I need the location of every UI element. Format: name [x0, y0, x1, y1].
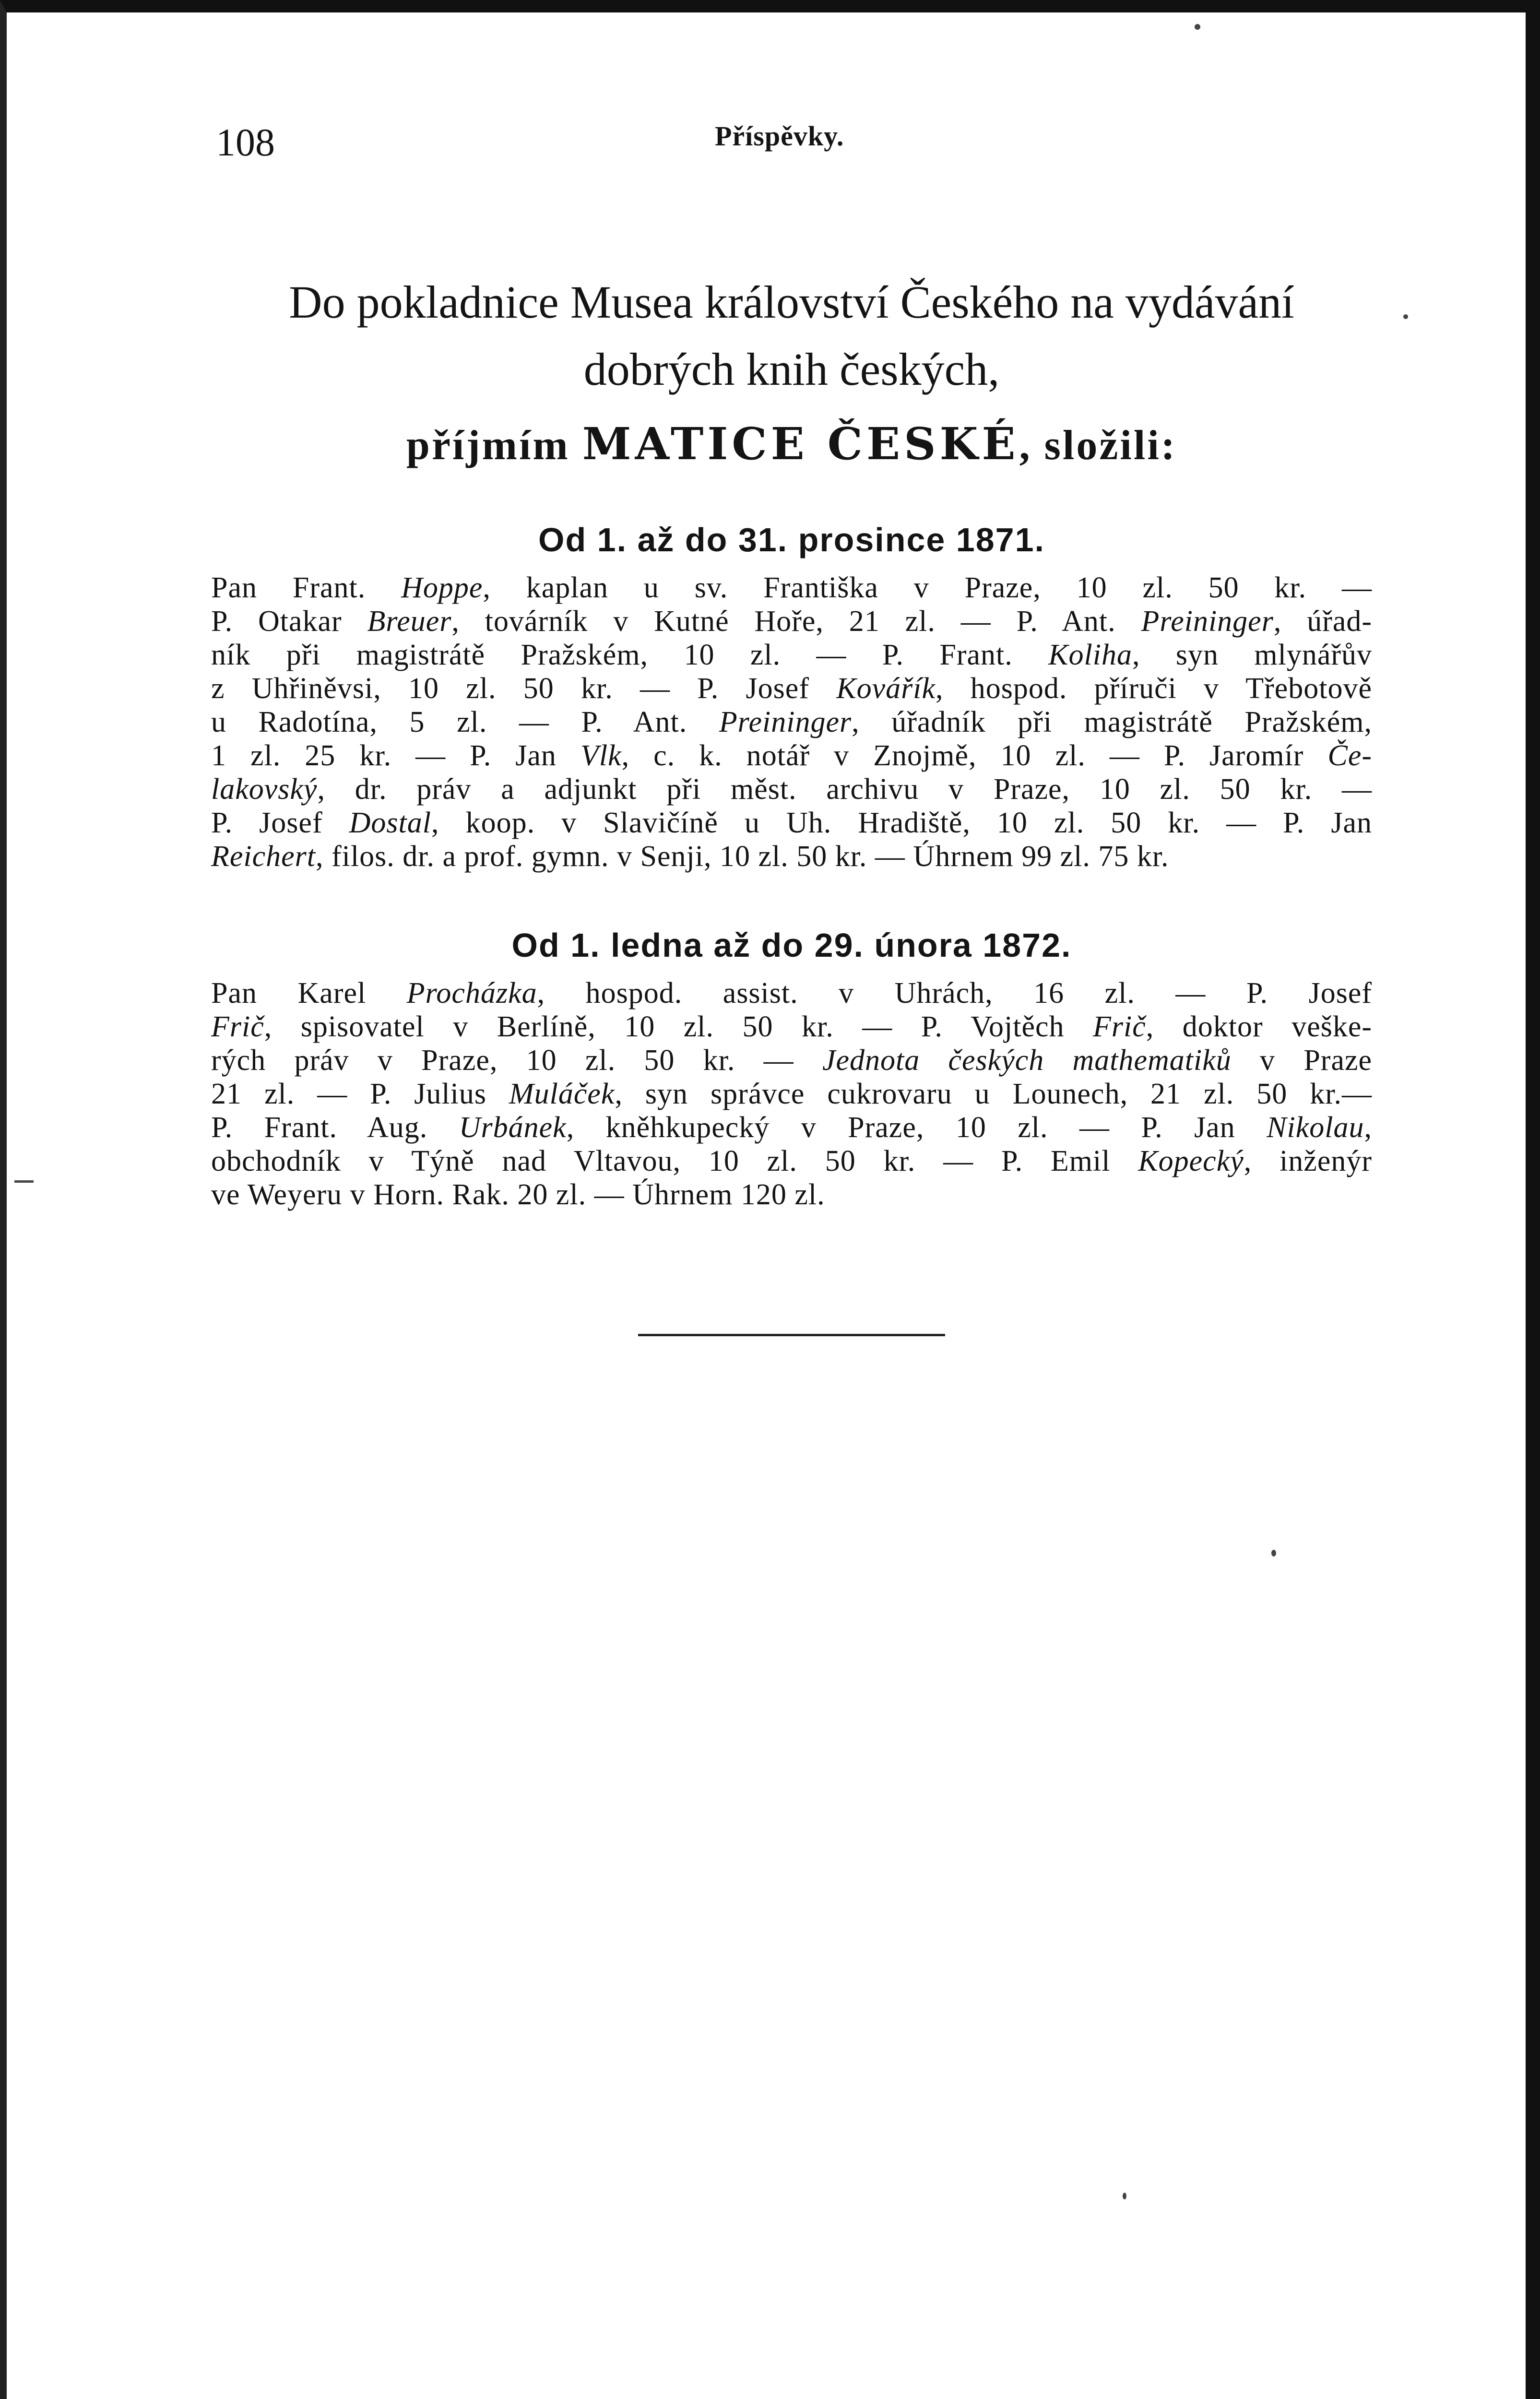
contributor-name: Kovářík	[836, 672, 936, 705]
text-line: ve Weyeru v Horn. Rak. 20 zl. — Úhrnem 120 zl.	[211, 1178, 825, 1211]
contributor-name: Frič	[211, 1010, 264, 1043]
scan-speck	[1271, 1550, 1276, 1556]
title-line-3	[211, 408, 1372, 482]
scan-speck	[1195, 24, 1200, 30]
section-heading-1871: Od 1. až do 31. prosince 1871.	[538, 521, 1045, 558]
contributor-name: Dostal	[349, 807, 432, 839]
contributor-name: Hoppe	[401, 571, 483, 604]
contributor-name: Kopecký	[1138, 1145, 1244, 1177]
text-line: P. Otakar Breuer, továrník v Kutné Hoře, 21 zl. — P. Ant. Preininger, úřad-	[211, 605, 1372, 638]
text-line: obchodník v Týně nad Vltavou, 10 zl. 50 kr. — P. Emil Kopecký, inženýr	[211, 1145, 1372, 1177]
text-line: u Radotína, 5 zl. — P. Ant. Preininger, úřadník při magistrátě Pražském,	[211, 706, 1372, 738]
contributor-name: Frič	[1093, 1010, 1146, 1043]
title-block	[211, 269, 1372, 482]
title-society-name: MATICE ČESKÉ	[582, 418, 1019, 470]
page-number: 108	[216, 120, 275, 164]
contributor-name: Urbánek	[459, 1111, 567, 1144]
section-heading-1872: Od 1. ledna až do 29. února 1872.	[511, 926, 1072, 964]
text-line: P. Frant. Aug. Urbánek, kněhkupecký v Praze, 10 zl. — P. Jan Nikolau,	[211, 1111, 1372, 1144]
text-line: ník při magistrátě Pražském, 10 zl. — P. Frant. Koliha, syn mlynářův	[211, 639, 1373, 671]
title-line-1: Do pokladnice Musea království Českého na vydávání	[289, 276, 1294, 328]
title-line-3-start: příjmím	[406, 422, 582, 469]
text-line: Reichert, filos. dr. a prof. gymn. v Senji, 10 zl. 50 kr. — Úhrnem 99 zl. 75 kr.	[211, 840, 1169, 873]
text-line: Pan Karel Procházka, hospod. assist. v Uhrách, 16 zl. — P. Josef	[211, 977, 1373, 1009]
contributor-name: Preininger	[1141, 605, 1274, 638]
contributor-name: Breuer	[367, 605, 452, 638]
text-line: P. Josef Dostal, koop. v Slavičíně u Uh. Hradiště, 10 zl. 50 kr. — P. Jan	[211, 807, 1372, 839]
contributor-name: Nikolau	[1267, 1111, 1364, 1144]
text-line: rých práv v Praze, 10 zl. 50 kr. — Jednota českých mathematiků v Praze	[211, 1044, 1372, 1077]
running-title: Příspěvky.	[715, 120, 844, 152]
title-line-3-end: , složili:	[1019, 422, 1177, 469]
text-line: 1 zl. 25 kr. — P. Jan Vlk, c. k. notář v Znojmě, 10 zl. — P. Jaromír Če-	[211, 739, 1372, 772]
title-line-2: dobrých knih českých,	[583, 344, 1000, 395]
contributor-name: Če-	[1327, 739, 1372, 772]
contributor-name: Reichert	[211, 840, 316, 873]
scan-speck	[1123, 2193, 1126, 2199]
contributions-1872	[211, 976, 1372, 1211]
text-line: Pan Frant. Hoppe, kaplan u sv. Františka v Praze, 10 zl. 50 kr. —	[211, 571, 1372, 604]
contributor-name: lakovský	[211, 773, 318, 806]
contributions-1871	[211, 571, 1372, 873]
contributor-name: Preininger	[719, 706, 852, 738]
contributor-name: Vlk	[580, 739, 622, 772]
text-line: lakovský, dr. práv a adjunkt při měst. archivu v Praze, 10 zl. 50 kr. —	[211, 773, 1372, 806]
text-line: 21 zl. — P. Julius Muláček, syn správce cukrovaru u Lounech, 21 zl. 50 kr.—	[211, 1078, 1372, 1110]
contributor-name: Koliha	[1048, 639, 1132, 671]
contributor-name: Muláček	[509, 1078, 615, 1110]
text-line: z Uhřiněvsi, 10 zl. 50 kr. — P. Josef Kovářík, hospod. příruči v Třebotově	[211, 672, 1372, 705]
closing-rule	[638, 1334, 945, 1336]
contributor-name: Procházka	[406, 977, 537, 1009]
text-line: Frič, spisovatel v Berlíně, 10 zl. 50 kr. — P. Vojtěch Frič, doktor veške-	[211, 1010, 1372, 1043]
scan-speck	[14, 1180, 34, 1183]
running-head	[216, 120, 1348, 173]
contributor-name: Jednota českých mathematiků	[822, 1044, 1232, 1077]
scan-speck	[1403, 314, 1408, 319]
